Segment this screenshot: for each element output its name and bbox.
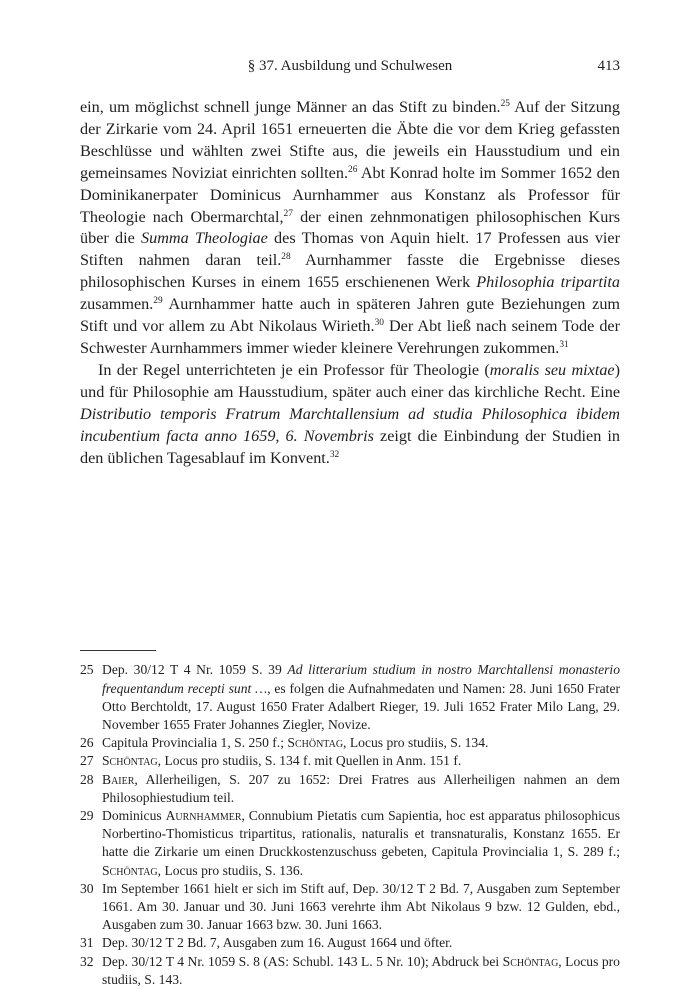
footnote-31 bbox=[80, 934, 620, 952]
footnote-number: 27 bbox=[80, 753, 94, 769]
footnote-27 bbox=[80, 752, 620, 770]
footnote-28 bbox=[80, 771, 620, 807]
italic-quote: Ad litterarium studium in nostro Marchtallensi monasterio frequentandum recepti sunt … bbox=[102, 662, 620, 696]
footnote-number: 32 bbox=[80, 953, 94, 969]
footnote-number: 29 bbox=[80, 808, 94, 824]
footnote-text: Dep. 30/12 T 2 Bd. 7, Ausgaben zum 16. August 1664 und öfter. bbox=[102, 935, 453, 951]
italic-title-summa: Summa Theologiae bbox=[141, 229, 268, 248]
footnote-29 bbox=[80, 807, 620, 880]
text-run: Dep. 30/12 T 4 Nr. 1059 S. 39 bbox=[102, 662, 288, 678]
text-run: Der Abt ließ nach seinem Tode der Schwester Aurnhammers immer wieder kleinere Verehrungen zukommen. bbox=[80, 317, 620, 357]
text-run: Capitula Provincialia 1, S. 250 f.; bbox=[102, 735, 288, 751]
footnote-ref-25: 25 bbox=[500, 99, 510, 110]
footnote-ref-31: 31 bbox=[559, 340, 569, 351]
footnote-26 bbox=[80, 734, 620, 752]
text-run: In der Regel unterrichteten je ein Professor für Theologie ( bbox=[98, 360, 490, 379]
italic-latin-phrase: moralis seu mixtae bbox=[489, 360, 615, 379]
book-page bbox=[80, 58, 620, 989]
text-run: Dep. 30/12 T 4 Nr. 1059 S. 8 (AS: Schubl. 143 L. 5 Nr. 10); Abdruck bei bbox=[102, 953, 503, 969]
footnote-number: 28 bbox=[80, 771, 94, 787]
footnote-25 bbox=[80, 661, 620, 734]
footnote-number: 25 bbox=[80, 662, 94, 678]
author-name: Aurnhammer bbox=[165, 808, 242, 824]
page-number: 413 bbox=[597, 58, 620, 74]
footnote-number: 31 bbox=[80, 935, 94, 951]
paragraph-2 bbox=[80, 360, 620, 470]
footnote-30 bbox=[80, 880, 620, 935]
footnote-ref-28: 28 bbox=[281, 252, 291, 263]
footnote-number: 30 bbox=[80, 880, 94, 896]
paragraph-1 bbox=[80, 97, 620, 360]
text-run: , Locus pro studiis, S. 143. bbox=[102, 953, 620, 987]
text-run: , Locus pro studiis, S. 134. bbox=[343, 735, 489, 751]
text-run: Auf der Sitzung der Zirkarie vom 24. April 1651 erneuerten die Äbte die vor dem Krieg gefassten Beschlüsse und wählten zwei Stifte aus, die jeweils ein Hausstudium und ein gemeinsames Noviziat einrichten sollten. bbox=[80, 98, 620, 182]
footnote-ref-32: 32 bbox=[329, 449, 340, 460]
italic-title-distributio: Distributio temporis Fratrum Marchtallensium ad studia Philosophica ibidem incubentium facta anno 1659, 6. Novembris bbox=[80, 404, 620, 445]
text-run: ) und für Philosophie am Hausstudium, später auch einer das kirchliche Recht. Eine bbox=[80, 360, 621, 401]
text-run: , es folgen die Aufnahmedaten und Namen: 28. Juni 1650 Frater Otto Berchtoldt, 17. August 1650 Frater Adalbert Rieger, 19. Juli 1652 Frater Milo Lang, 29. November 1655 Frater Johannes Ziegler, Novize. bbox=[102, 680, 621, 733]
text-run: Aurnhammer hatte auch in späteren Jahren gute Beziehungen zum Stift und vor allem zu Abt Nikolaus Wirieth. bbox=[80, 295, 620, 336]
text-run: des Thomas von Aquin hielt. 17 Professen aus vier Stiften nahmen daran teil. bbox=[80, 229, 621, 270]
main-text bbox=[80, 97, 620, 469]
author-name: Schöntag bbox=[102, 753, 158, 769]
footnote-text bbox=[102, 953, 620, 989]
text-run: Dominicus bbox=[102, 808, 166, 824]
footnote-ref-30: 30 bbox=[374, 318, 384, 329]
text-run: Aurnhammer fasste die Ergebnisse dieses philosophischen Kurses in einem 1655 erschienenen Werk bbox=[80, 251, 620, 292]
author-name: Schöntag bbox=[502, 953, 559, 969]
author-name: Schöntag bbox=[287, 735, 344, 751]
running-head bbox=[80, 58, 620, 82]
text-run: , Locus pro studiis, S. 134 f. mit Quellen in Anm. 151 f. bbox=[157, 753, 462, 769]
footnote-text bbox=[102, 807, 620, 880]
footnote-text bbox=[102, 734, 620, 752]
footnote-ref-26: 26 bbox=[348, 164, 358, 175]
footnote-text bbox=[102, 771, 620, 807]
text-run: , Connubium Pietatis cum Sapientia, hoc est apparatus philosophicus Norbertino-Thomisticus tripartitus, rationalis, naturalis et transnaturalis, Konstanz 1655. Er hatte die Zirkarie um einen Druckkostenzuschuss gebeten, Capitula Provincialia 1, S. 289 f.; bbox=[102, 808, 620, 860]
text-run: Abt Konrad holte im Sommer 1652 den Dominikanerpater Dominicus Aurnhammer aus Konstanz als Professor für Theologie nach Obermarchtal, bbox=[80, 163, 620, 226]
footnote-ref-29: 29 bbox=[153, 296, 163, 307]
footnote-text bbox=[102, 661, 620, 734]
footnote-separator bbox=[80, 650, 156, 651]
italic-title-philosophia: Philosophia tripartita bbox=[476, 273, 620, 292]
footnote-32 bbox=[80, 953, 620, 989]
footnote-text: Im September 1661 hielt er sich im Stift auf, Dep. 30/12 T 2 Bd. 7, Ausgaben zum September 1661. Am 30. Januar und 30. Juni 1663 verehrte ihm Abt Nikolaus 9 bzw. 12 Gulden, ebd., Ausgaben zum 30. Januar 1663 bzw. 30. Juni 1663. bbox=[102, 880, 620, 933]
running-title: § 37. Ausbildung und Schulwesen bbox=[247, 58, 453, 74]
author-name: Baier bbox=[102, 771, 135, 787]
author-name: Schöntag bbox=[102, 862, 158, 878]
footnote-number: 26 bbox=[80, 735, 94, 751]
text-run: , Locus pro studiis, S. 136. bbox=[157, 862, 304, 878]
text-run: ein, um möglichst schnell junge Männer an das Stift zu binden. bbox=[80, 98, 501, 116]
footnotes bbox=[80, 661, 620, 989]
text-run: der einen zehnmonatigen philosophischen Kurs über die bbox=[80, 207, 621, 248]
text-run: zusammen. bbox=[80, 295, 154, 314]
footnote-text bbox=[102, 752, 620, 770]
footnote-ref-27: 27 bbox=[283, 208, 293, 219]
text-run: , Allerheiligen, S. 207 zu 1652: Drei Fratres aus Allerheiligen nahmen an dem Philosophiestudium teil. bbox=[102, 771, 620, 805]
text-run: zeigt die Einbindung der Studien in den üblichen Tagesablauf im Konvent. bbox=[80, 426, 620, 467]
